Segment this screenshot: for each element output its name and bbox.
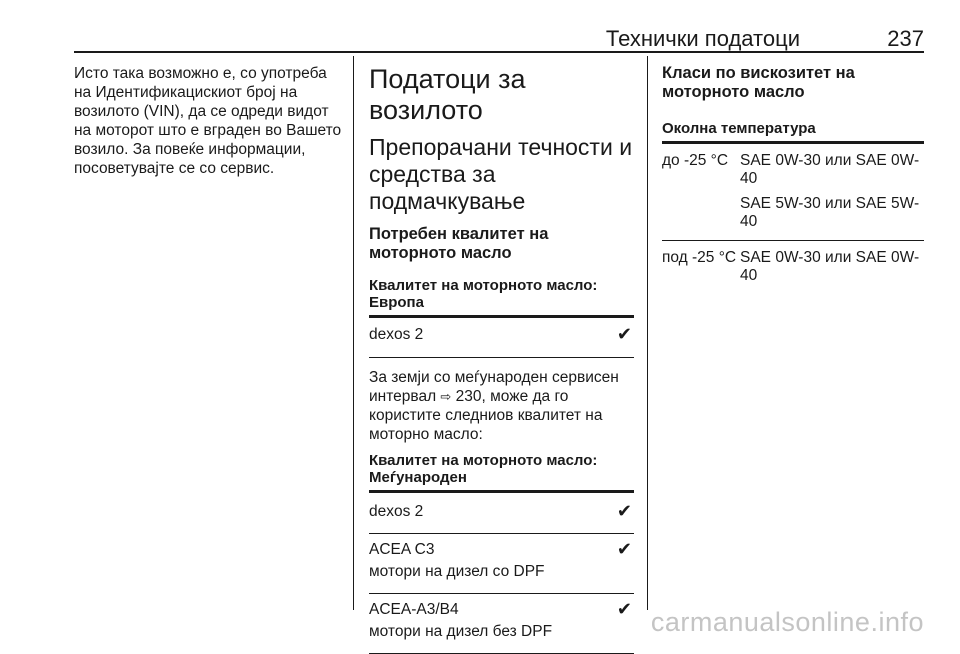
checkmark-icon: ✔ (616, 539, 632, 559)
temperature-cell: до -25 °C (662, 152, 729, 169)
column-divider-right (647, 56, 648, 610)
temperature-cell (662, 195, 740, 231)
viscosity-table-caption: Околна температура (662, 120, 816, 137)
table-header-rule (369, 315, 634, 318)
table-row (662, 249, 924, 285)
temperature-cell: под -25 °C (662, 249, 737, 266)
checkmark-icon: ✔ (616, 324, 632, 344)
row-note: мотори на дизел без DPF (369, 623, 553, 640)
row-divider (662, 240, 924, 241)
watermark-text: carmanualsonline.info (650, 607, 924, 637)
page-reference-arrow-icon[interactable]: ⇨ (440, 389, 452, 404)
table-intl-caption: Квалитет на моторното масло: Меѓународен (369, 452, 598, 486)
table-footer-rule (369, 357, 634, 358)
oil-grade-cell: SAE 0W-30 или SAE 0W-40 (740, 152, 920, 187)
table-international (369, 452, 634, 654)
intl-interval-paragraph (369, 368, 634, 444)
table-row (369, 502, 634, 521)
column-1 (74, 64, 344, 178)
section-title: Податоци за возилото (369, 64, 526, 125)
table-europe (369, 277, 634, 358)
row-label: ACEA-A3/B4 (369, 601, 459, 618)
paragraph-reference-text: 230, може да го користите следниов квалитет на моторно масло: (369, 388, 603, 443)
table-row (369, 540, 634, 581)
table-header-rule (662, 141, 924, 144)
table-europe-caption: Квалитет на моторното масло: Европа (369, 277, 598, 311)
page-number: 237 (887, 26, 924, 51)
oil-grade-cell: SAE 5W-30 или SAE 5W-40 (740, 195, 920, 230)
row-divider (369, 593, 634, 594)
column-divider-left (353, 56, 354, 610)
table-row (662, 195, 924, 231)
viscosity-heading: Класи по вискозитет на моторното масло (662, 64, 855, 101)
row-label: ACEA C3 (369, 541, 435, 558)
oil-quality-heading: Потребен квалитет на моторното масло (369, 225, 549, 262)
vin-paragraph: Исто така возможно е, со употреба на Идентификацискиот број на возилото (VIN), да се одреди видот на моторот што е вграден во Вашето возило. За повеќе информации, посоветувајте се со сервис. (74, 65, 342, 177)
table-row (369, 325, 634, 344)
page-header-title: Технички податоци (605, 26, 800, 51)
row-label: dexos 2 (369, 503, 424, 520)
checkmark-icon: ✔ (616, 501, 632, 521)
header-divider (74, 51, 924, 53)
column-3 (662, 64, 924, 285)
row-label: dexos 2 (369, 326, 424, 343)
table-row (369, 600, 634, 641)
row-note: мотори на дизел со DPF (369, 563, 545, 580)
table-header-rule (369, 490, 634, 493)
table-row (662, 152, 924, 188)
column-2 (369, 64, 634, 654)
row-divider (369, 533, 634, 534)
subsection-title: Препорачани течности и средства за подмачкување (369, 134, 633, 214)
paragraph-text: За земји со меѓународен сервисен интервал (369, 369, 619, 405)
checkmark-icon: ✔ (616, 599, 632, 619)
oil-grade-cell: SAE 0W-30 или SAE 0W-40 (740, 249, 920, 284)
